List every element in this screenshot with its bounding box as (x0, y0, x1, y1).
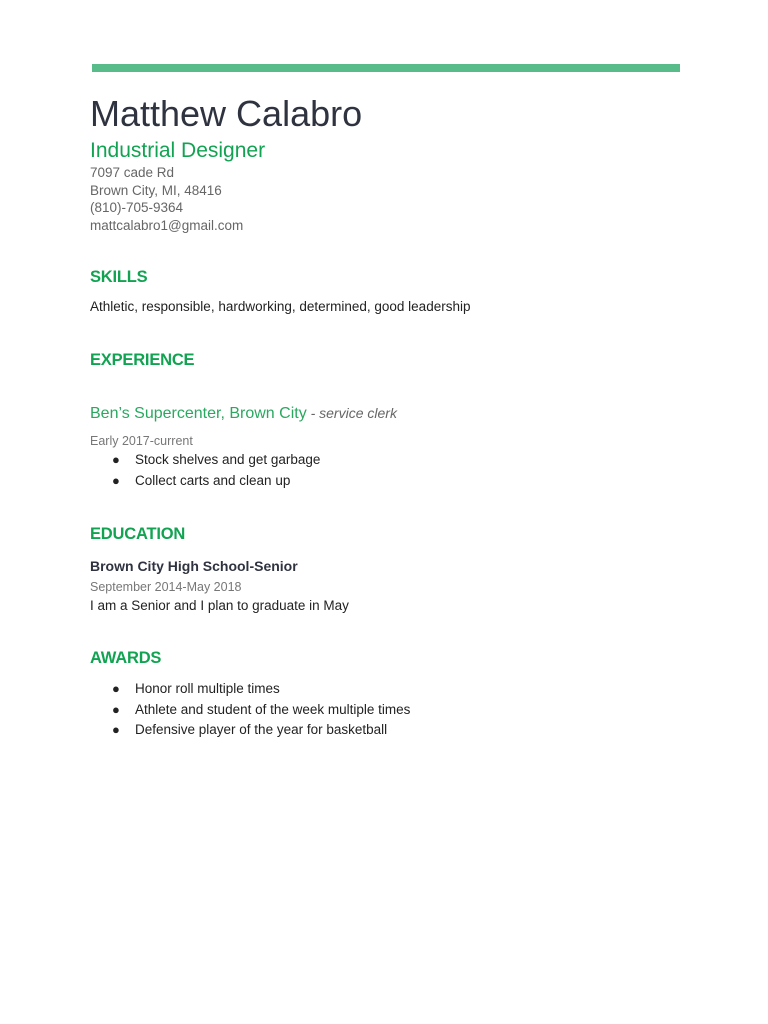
list-item (90, 679, 680, 700)
skills-text: Athletic, responsible, hardworking, determined, good leadership (90, 299, 471, 314)
education-description: I am a Senior and I plan to graduate in May (90, 598, 349, 613)
education-heading: EDUCATION (90, 525, 186, 543)
resume-name: Matthew Calabro (90, 93, 363, 134)
list-item (90, 700, 680, 721)
job-duties-list (90, 450, 680, 491)
list-item (90, 471, 680, 492)
awards-heading: AWARDS (90, 649, 162, 667)
skills-heading: SKILLS (90, 268, 148, 286)
contact-street: 7097 cade Rd (90, 165, 175, 180)
duty-text: Collect carts and clean up (135, 472, 291, 488)
award-text: Defensive player of the year for basketball (135, 722, 388, 737)
resume-job-title: Industrial Designer (90, 139, 266, 162)
award-text: Honor roll multiple times (135, 681, 280, 696)
resume-page (90, 92, 680, 741)
job-role: - service clerk (306, 405, 397, 421)
duty-text: Stock shelves and get garbage (135, 452, 321, 467)
bullet-icon: ● (112, 681, 120, 696)
bullet-icon: ● (112, 722, 120, 737)
contact-email: mattcalabro1@gmail.com (90, 217, 244, 233)
experience-entry (90, 403, 680, 491)
experience-heading: EXPERIENCE (90, 351, 195, 369)
list-item (90, 720, 680, 741)
bullet-icon: ● (112, 701, 120, 717)
bullet-icon: ● (112, 452, 120, 467)
job-organization: Ben’s Supercenter, Brown City (90, 405, 307, 422)
bullet-icon: ● (112, 472, 120, 488)
school-name: Brown City High School-Senior (90, 558, 298, 574)
job-dates: Early 2017-current (90, 434, 193, 448)
education-dates: September 2014-May 2018 (90, 580, 242, 594)
awards-list (90, 679, 680, 741)
contact-city: Brown City, MI, 48416 (90, 182, 222, 198)
list-item (90, 450, 680, 471)
job-heading (90, 403, 680, 424)
header-accent-rule (92, 64, 680, 72)
award-text: Athlete and student of the week multiple times (135, 701, 411, 717)
contact-phone: (810)-705-9364 (90, 200, 184, 215)
contact-block (90, 164, 680, 234)
